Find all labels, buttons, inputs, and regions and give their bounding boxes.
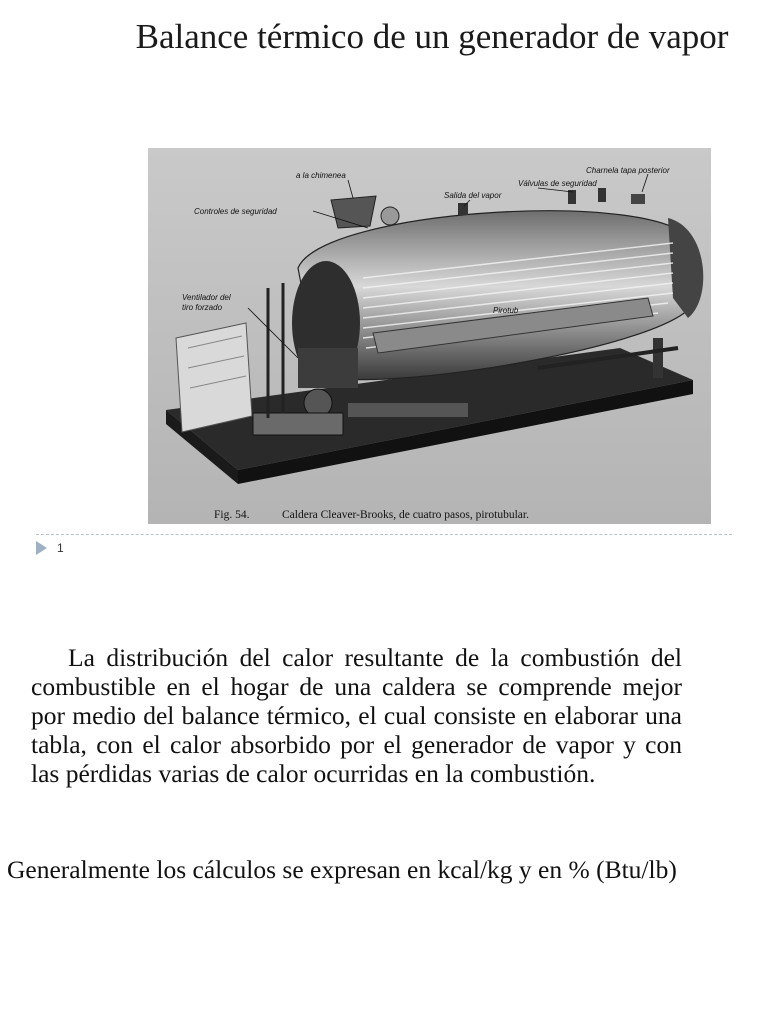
label-valves: Válvulas de seguridad [518, 179, 597, 188]
figure-number: Fig. 54. [214, 509, 250, 521]
figure-caption: Caldera Cleaver-Brooks, de cuatro pasos, pirotubular. [282, 509, 529, 521]
slide-divider [36, 534, 732, 535]
boiler-illustration [148, 148, 711, 524]
triangle-bullet-icon [36, 541, 47, 555]
slide-title: Balance térmico de un generador de vapor [135, 17, 729, 56]
paragraph-units: Generalmente los cálculos se expresan en kcal/kg y en % (Btu/lb) [7, 855, 677, 884]
page-marker [36, 540, 64, 556]
boiler-figure [148, 148, 711, 524]
burner-assembly [298, 348, 358, 388]
label-chimney: a la chimenea [296, 171, 346, 180]
label-pirotub: Pirotub [493, 306, 519, 315]
label-hinge: Charnela tapa posterior [586, 166, 670, 175]
label-controls: Controles de seguridad [194, 207, 277, 216]
label-fan-1: Ventilador del [182, 293, 231, 302]
paragraph-intro: La distribución del calor resultante de la combustión del combustible en el hogar de una caldera se comprende mejor por medio del balance térmico, el cual consiste en elaborar una tabla, con el calor absorbido por el generador de vapor y con las pérdidas varias de calor ocurridas en la combustión. [31, 643, 682, 788]
page-number: 1 [57, 541, 64, 555]
label-fan-2: tiro forzado [182, 303, 223, 312]
label-steam-outlet: Salida del vapor [444, 191, 502, 200]
